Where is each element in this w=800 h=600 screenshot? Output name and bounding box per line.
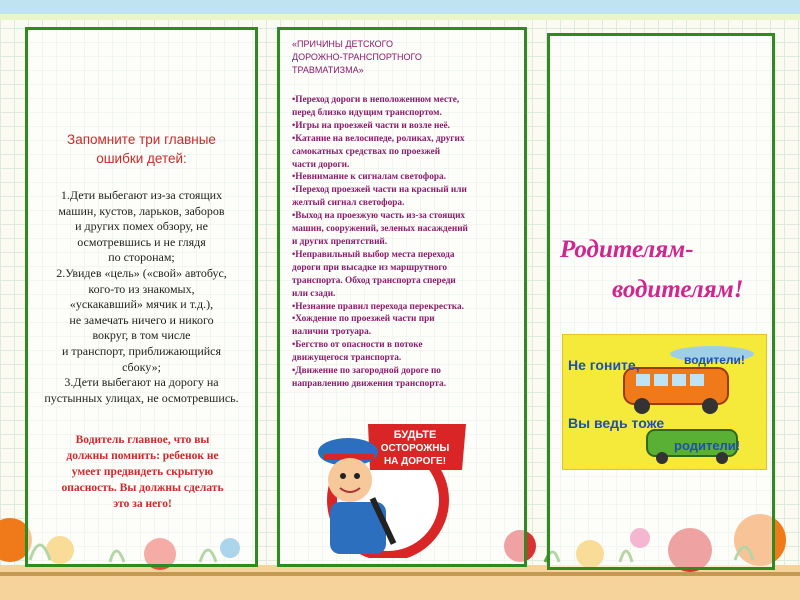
cause-item: •Движение по загородной дороге по направлению движения транспорта. (292, 366, 447, 389)
mistakes-title-line: Запомните три главные (67, 132, 216, 147)
mistake-item: 3.Дети выбегают на дорогу на пустынных улицах, не осмотревшись. (44, 375, 239, 405)
causes-title-line: ТРАВМАТИЗМА» (292, 65, 364, 75)
cause-item: •Выход на проезжую часть из-за стоящих машин, сооружений, зеленых насаждений и других препятствий. (292, 211, 468, 247)
cause-item: •Бегство от опасности в потоке движущегося транспорта. (292, 340, 423, 364)
traffic-officer-kid-illustration (310, 418, 470, 558)
causes-title (292, 38, 522, 77)
left-panel (25, 27, 258, 567)
mistake-item: 2.Увидев «цель» («свой» автобус, кого-то из знакомых, «ускакавший» мячик и т.д.), не замечать ничего и никого вокруг, в том числе и транспорт, приближающийся сбоку»; (56, 265, 227, 374)
warning-line: это за него! (113, 498, 172, 510)
warning-line: должны помнить: ребенок не (66, 450, 219, 462)
warning-line: Водитель главное, что вы (75, 434, 210, 446)
warning-line: умеет предвидеть скрытую (71, 466, 214, 478)
causes-list (292, 94, 524, 391)
warning-line: опасность. Вы должны сделать (61, 482, 224, 494)
cause-item: •Катание на велосипеде, роликах, других самокатных средствах по проезжей части дороги. (292, 133, 465, 170)
kid-sign-line: ОСТОРОЖНЫ (380, 443, 450, 454)
cause-item: •Переход дороги в неположенном месте, перед близко идущим транспортом. (292, 95, 460, 118)
cause-item: •Неправильный выбор места перехода дороги при высадке из маршрутного транспорта. Обход транспорта спереди или сзади. (292, 249, 456, 299)
poster-line1a: Не гоните, (568, 357, 640, 373)
top-decor-band (0, 0, 800, 14)
causes-title-line: ДОРОЖНО-ТРАНСПОРТНОГО (292, 52, 422, 62)
cause-item: •Невнимание к сигналам светофора. (292, 172, 447, 183)
cause-item: •Игры на проезжей части и возле неё. (292, 120, 450, 131)
kid-sign-line: НА ДОРОГЕ! (383, 456, 447, 467)
right-panel (547, 33, 775, 570)
cause-item: •Незнание правил перехода перекрестка. (292, 301, 464, 312)
parents-title-line2: водителям! (612, 276, 744, 303)
poster-line2a: Вы ведь тоже (568, 415, 665, 431)
mistakes-list (28, 188, 255, 406)
top-decor-band-light (0, 14, 800, 20)
poster-line2b: родители! (674, 438, 741, 453)
parents-title-line1: Родителям- (560, 236, 694, 263)
cause-item: •Хождение по проезжей части при наличии тротуара. (292, 314, 435, 338)
kid-sign-line: БУДЬТЕ (393, 429, 437, 441)
mistakes-title (28, 130, 255, 168)
mistake-item: 1.Дети выбегают из-за стоящих машин, кустов, ларьков, заборов и других помех обзору, не осмотревшись и не глядя по сторонам; (58, 188, 225, 265)
driver-warning (34, 432, 251, 512)
poster-line1b: водители! (684, 353, 745, 367)
cause-item: •Переход проезжей части на красный или желтый сигнал светофора. (292, 185, 467, 209)
mistakes-title-line: ошибки детей: (96, 151, 187, 166)
drivers-poster-illustration (562, 334, 767, 470)
causes-title-line: «ПРИЧИНЫ ДЕТСКОГО (292, 39, 393, 49)
